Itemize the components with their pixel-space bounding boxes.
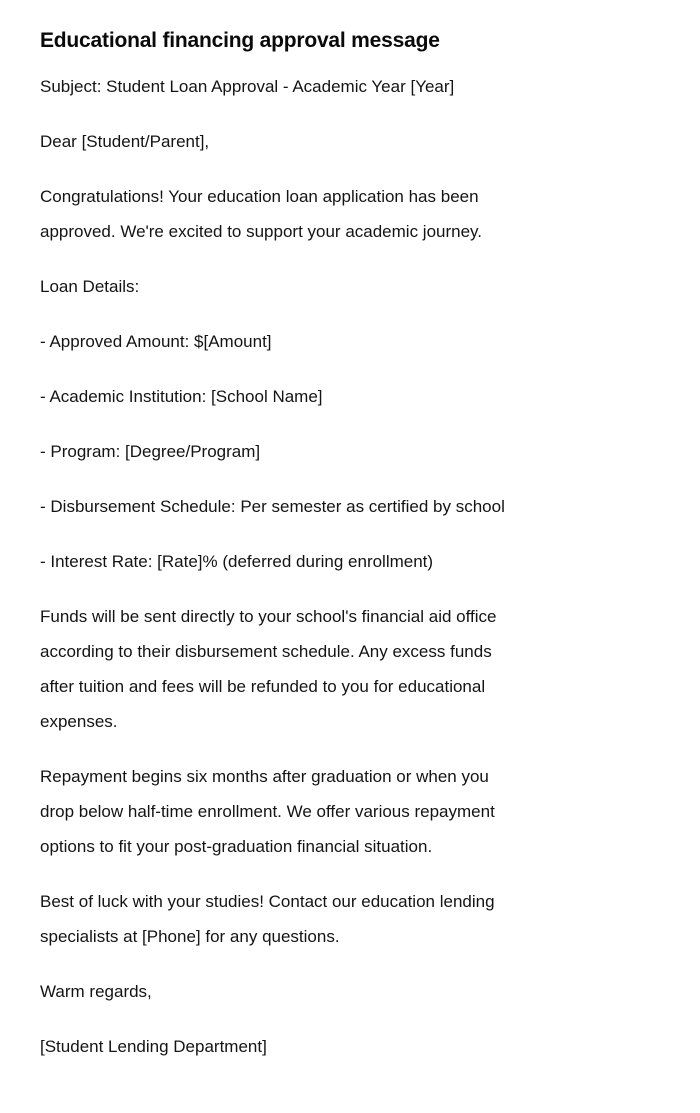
text-line: approved. We're excited to support your academic journey. xyxy=(40,222,483,241)
text-line: expenses. xyxy=(40,712,118,731)
paragraph xyxy=(40,759,660,864)
paragraph xyxy=(40,599,660,739)
paragraph xyxy=(40,269,660,304)
text-line: Repayment begins six months after graduation or when you xyxy=(40,767,489,786)
paragraph xyxy=(40,379,660,414)
text-line: Warm regards, xyxy=(40,982,152,1001)
text-line: - Academic Institution: [School Name] xyxy=(40,387,323,406)
text-line: Best of luck with your studies! Contact our education lending xyxy=(40,892,495,911)
paragraph xyxy=(40,974,660,1009)
paragraph xyxy=(40,489,660,524)
text-line: Loan Details: xyxy=(40,277,140,296)
page-title: Educational financing approval message xyxy=(40,29,440,52)
text-line: Subject: Student Loan Approval - Academic Year [Year] xyxy=(40,77,455,96)
paragraph xyxy=(40,179,660,249)
text-line: [Student Lending Department] xyxy=(40,1037,267,1056)
text-line: drop below half-time enrollment. We offer various repayment xyxy=(40,802,495,821)
paragraph xyxy=(40,69,660,104)
text-line: - Disbursement Schedule: Per semester as certified by school xyxy=(40,497,505,516)
text-line: according to their disbursement schedule. Any excess funds xyxy=(40,642,492,661)
text-line: Dear [Student/Parent], xyxy=(40,132,210,151)
paragraph xyxy=(40,1029,660,1064)
paragraph xyxy=(40,544,660,579)
paragraph xyxy=(40,324,660,359)
text-line: Congratulations! Your education loan application has been xyxy=(40,187,479,206)
text-line: - Program: [Degree/Program] xyxy=(40,442,261,461)
text-line: specialists at [Phone] for any questions. xyxy=(40,927,340,946)
document-body xyxy=(40,69,660,1064)
text-line: options to fit your post-graduation financial situation. xyxy=(40,837,433,856)
text-line: - Approved Amount: $[Amount] xyxy=(40,332,272,351)
paragraph xyxy=(40,124,660,159)
text-line: after tuition and fees will be refunded to you for educational xyxy=(40,677,486,696)
text-line: - Interest Rate: [Rate]% (deferred during enrollment) xyxy=(40,552,434,571)
text-line: Funds will be sent directly to your school's financial aid office xyxy=(40,607,497,626)
paragraph xyxy=(40,884,660,954)
paragraph xyxy=(40,434,660,469)
